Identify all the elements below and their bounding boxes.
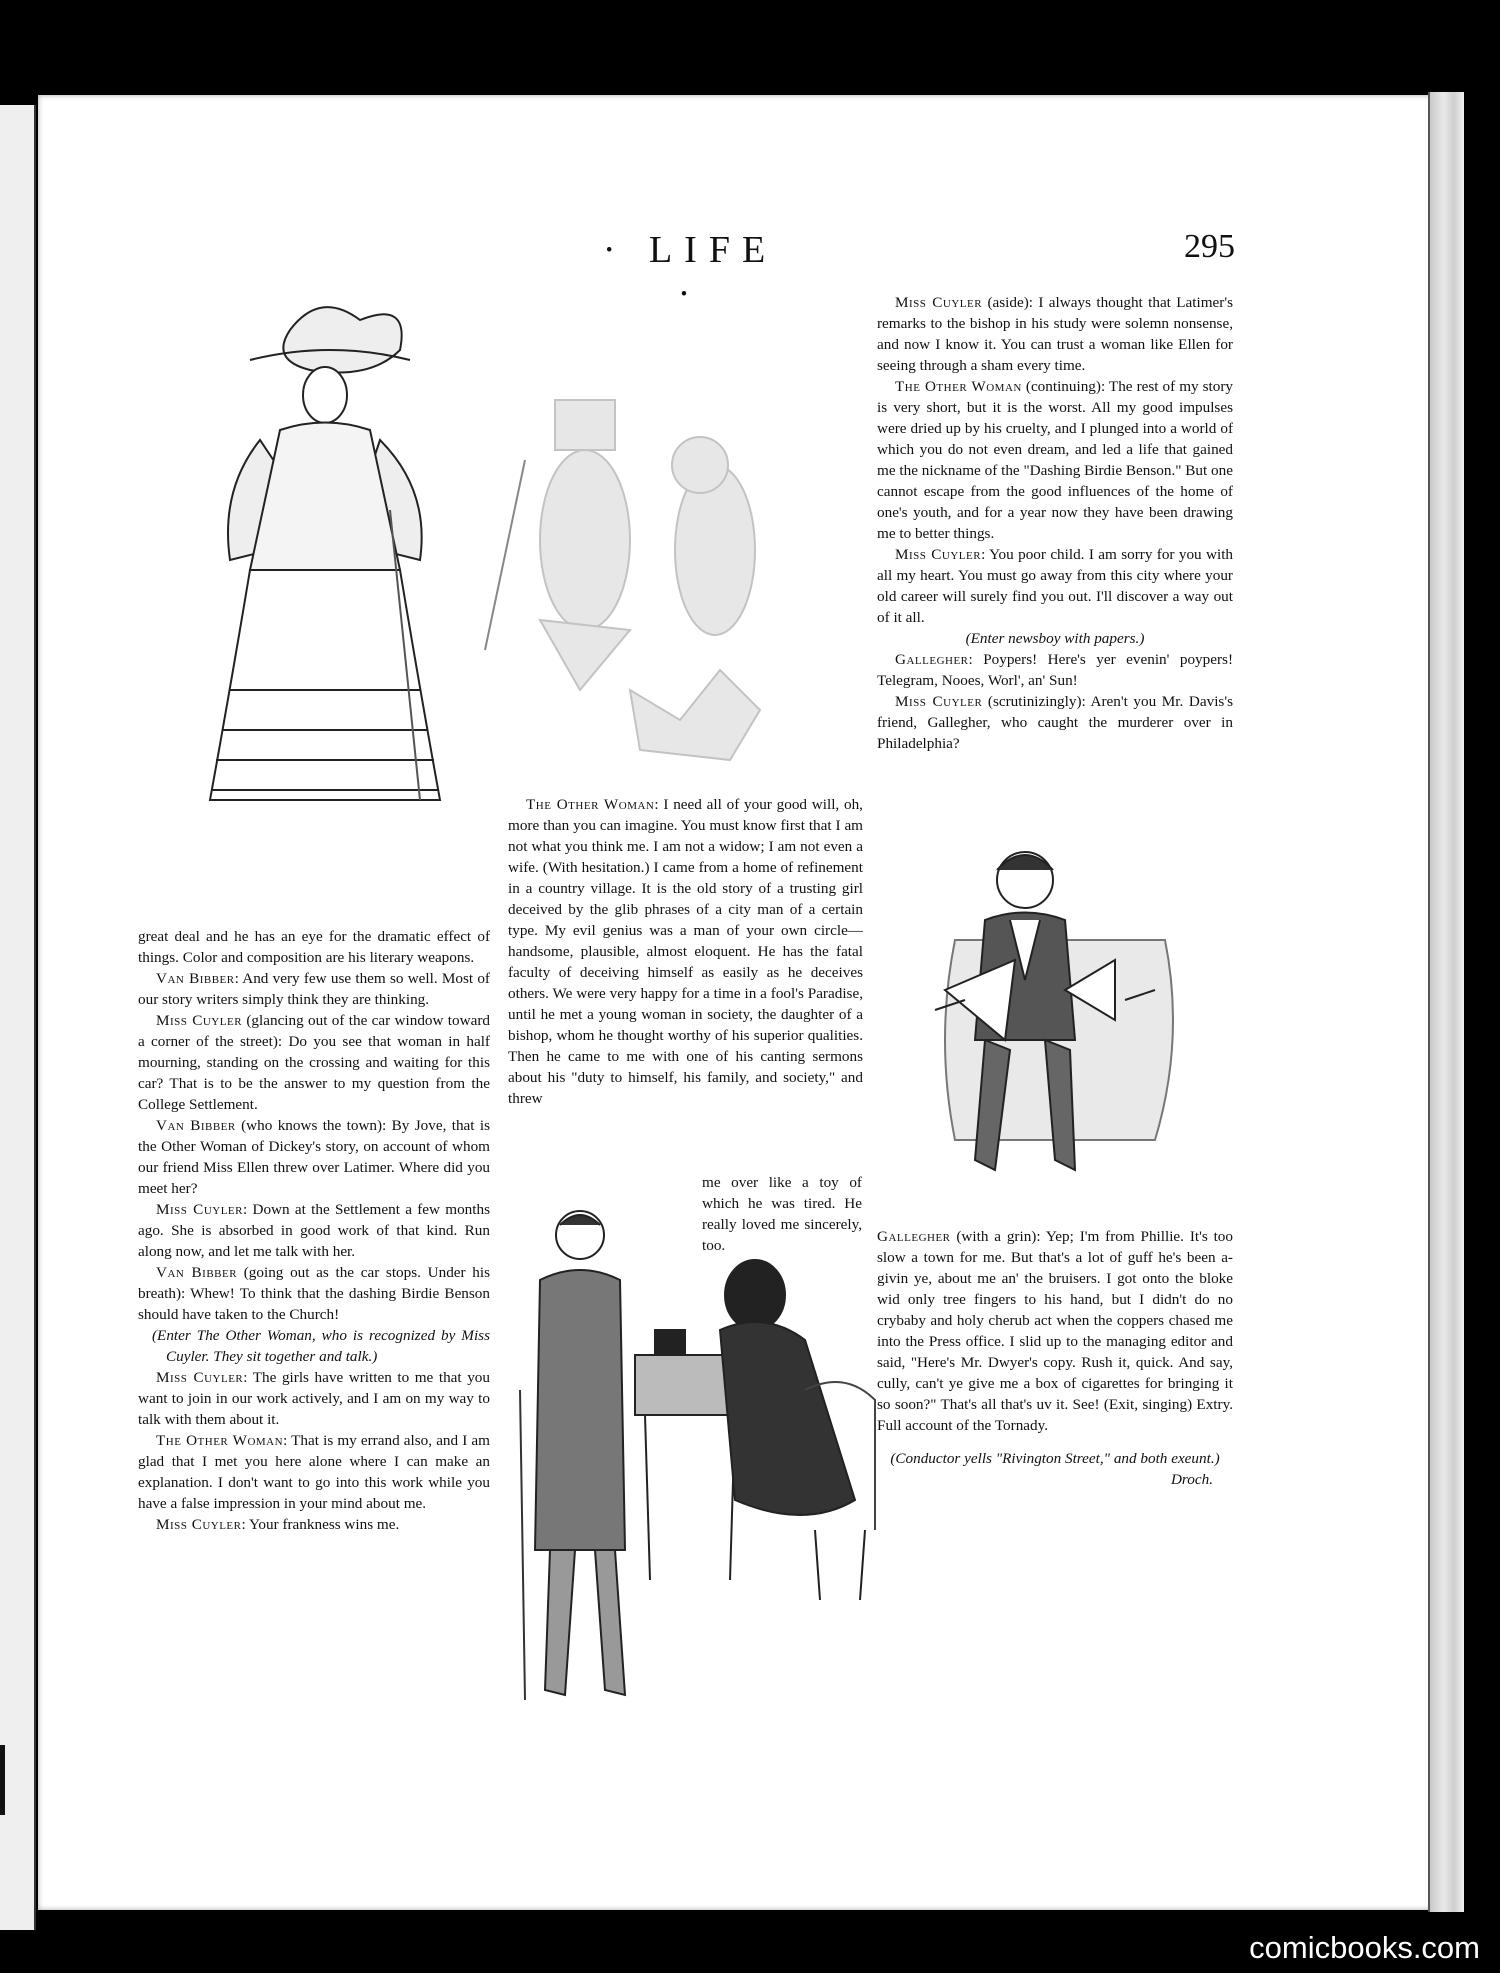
speaker: Gallegher	[877, 1228, 951, 1245]
speaker: Miss Cuyler	[895, 294, 983, 311]
speech: (continuing): The rest of my story is very short, but it is the worst. All my good impulses were dried up by his cruelty, and I plunged into a world of which you do not even dream, and led a life that gained me the nickname of the "Dashing Birdie Benson." But one cannot escape from the good influences of the home of one's youth, and for a year now they have been drawing me to better things.	[877, 378, 1233, 542]
paragraph	[138, 1199, 490, 1262]
stage-text: (Enter The Other Woman, who is recognized by Miss Cuyler. They sit together and talk.)	[152, 1327, 490, 1365]
speaker: The Other Woman	[156, 1432, 284, 1449]
speaker: The Other Woman	[895, 378, 1022, 395]
speech: : You poor child. I am sorry for you with all my heart. You must go away from this city where your old career will surely find you out. I'll discover a way out of it all.	[877, 546, 1234, 626]
speech: : And very few use them so well. Most of our story writers simply think they are thinking.	[138, 970, 490, 1008]
right-page-edge	[1428, 92, 1464, 1912]
paragraph	[138, 968, 490, 1010]
signature-text: Droch.	[1170, 1471, 1213, 1488]
speaker: Miss Cuyler	[895, 546, 982, 563]
paragraph	[138, 1514, 490, 1535]
speech: : Your frankness wins me.	[241, 1516, 400, 1533]
speaker: Van Bibber	[156, 970, 235, 987]
paragraph	[138, 1010, 490, 1115]
stage-text: (Conductor yells "Rivington Street," and both exeunt.)	[890, 1450, 1220, 1467]
speech: (who knows the town): By Jove, that is the Other Woman of Dickey's story, on account of whom our friend Miss Ellen threw over Latimer. Where did you meet her?	[138, 1117, 490, 1197]
speech: : I need all of your good will, oh, more than you can imagine. You must know first that I am not what you think me. I am not a widow; I am not even a wife. (With hesitation.) I came from a home of refinement in a country village. It is the old story of a trusting girl deceived by the glib phrases of a city man of a certain type. My evil genius was a man of your own circle— handsome, plausible, almost eloquent. He has the fatal faculty of deceiving himself as easily as he deceives others. We were very happy for a time in a fool's Paradise, until he met a young woman in society, the daughter of a bishop, whom he thought worthy of his superior qualities. Then he came to me with one of his canting sermons about his "duty to himself, his family, and society," and threw	[508, 796, 863, 1107]
speech: (going out as the car stops. Under his breath): Whew! To think that the dashing Birdie Benson should have taken to the Church!	[138, 1264, 490, 1323]
paragraph	[138, 1430, 490, 1514]
left-page-edge	[0, 105, 36, 1930]
speech: : Down at the Settlement a few months ago. She is absorbed in good work of that kind. Run along now, and let me talk with her.	[138, 1201, 490, 1260]
speaker: The Other Woman	[526, 796, 655, 813]
speaker: Miss Cuyler	[156, 1201, 243, 1218]
paragraph	[508, 794, 863, 1109]
text-column-middle	[508, 794, 863, 1109]
speaker: Miss Cuyler	[156, 1516, 242, 1533]
speech: : Poypers! Here's yer evenin' poypers! Telegram, Nooes, Worl', an' Sun!	[877, 651, 1233, 689]
text-column-middle-continued	[702, 1172, 862, 1256]
page-number: 295	[1184, 228, 1235, 265]
newsboy-seated-icon	[915, 840, 1205, 1200]
paragraph	[877, 376, 1233, 544]
paragraph: me over like a toy of which he was tired. He really loved me sincerely, too.	[702, 1174, 862, 1254]
paragraph	[138, 1115, 490, 1199]
stage-direction	[877, 628, 1233, 649]
man-and-seated-woman-icon	[505, 1200, 935, 1705]
stage-direction	[877, 1448, 1233, 1469]
speech: (with a grin): Yep; I'm from Phillie. It's too slow a town for me. But that's a lot of guff he's been a-givin ye, about me an' the bruisers. I got onto the bloke wid only tree fingers to his hand, but I didn't do no crybaby and holy cherub act when the coppers chased me into the Press office. I slid up to the managing editor and said, "Here's Mr. Dwyer's copy. Rush it, quick. And say, cully, can't ye give me a box of cigarettes for bringing it so soon?" That's all that's uv it. See! (Exit, singing) Extry. Full account of the Tornady.	[877, 1228, 1233, 1434]
speaker: Miss Cuyler	[895, 693, 983, 710]
watermark: comicbooks.com	[1249, 1930, 1480, 1965]
paragraph	[877, 544, 1233, 628]
speech: (glancing out of the car window toward a corner of the street): Do you see that woman in half mourning, standing on the crossing and waiting for this car? That is to be the answer to my question from the College Settlement.	[138, 1012, 490, 1113]
text-column-right-lower	[877, 1226, 1233, 1490]
paragraph	[877, 1226, 1233, 1436]
paragraph	[138, 1367, 490, 1430]
stage-text: (Enter newsboy with papers.)	[965, 630, 1145, 647]
masthead: · LIFE ·	[602, 229, 778, 315]
speaker: Miss Cuyler	[156, 1012, 243, 1029]
paragraph	[877, 691, 1233, 754]
text-column-left	[138, 926, 490, 1535]
paragraph	[138, 1262, 490, 1325]
stage-direction	[138, 1325, 490, 1367]
speaker: Van Bibber	[156, 1117, 236, 1134]
paragraph	[877, 649, 1233, 691]
edge-mark	[0, 1745, 5, 1815]
speech: (scrutinizingly): Aren't you Mr. Davis's friend, Gallegher, who caught the murderer over in Philadelphia?	[877, 693, 1233, 752]
speech: : That is my errand also, and I am glad that I met you here alone where I can make an explanation. I don't want to go into this work while you have a false impression in your mind about me.	[138, 1432, 490, 1512]
signature	[877, 1469, 1233, 1490]
paragraph: great deal and he has an eye for the dramatic effect of things. Color and composition are his literary weapons.	[138, 928, 490, 966]
speaker: Miss Cuyler	[156, 1369, 244, 1386]
speaker: Van Bibber	[156, 1264, 238, 1281]
paragraph	[877, 292, 1233, 376]
speech: : The girls have written to me that you want to join in our work actively, and I am on my way to talk with them about it.	[138, 1369, 490, 1428]
text-column-right	[877, 292, 1233, 754]
speech: (aside): I always thought that Latimer's remarks to the bishop in his study were solemn nonsense, and now I know it. You can trust a woman like Ellen for seeing through a sham every time.	[877, 294, 1233, 374]
woman-in-large-hat-icon	[160, 290, 830, 830]
speaker: Gallegher	[895, 651, 969, 668]
